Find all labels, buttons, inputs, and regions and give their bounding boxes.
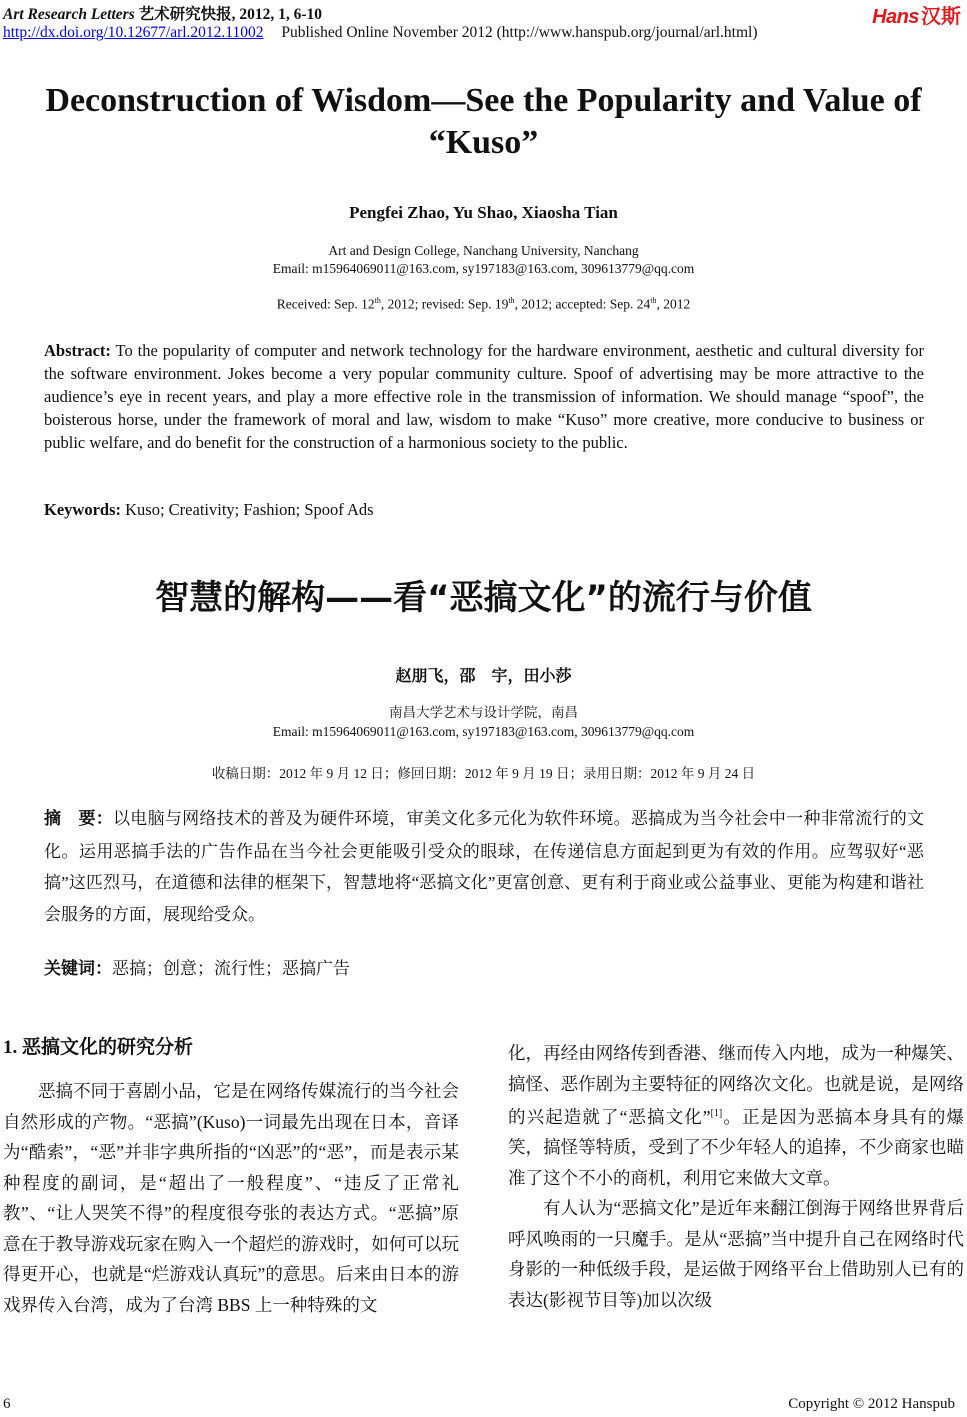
paragraph-text: 。正是因为恶搞本身具有的爆笑，搞怪等特质，受到了不少年轻人的追捧，不少商家也瞄准了这个不小的商机，利用它来做大文章。 (508, 1106, 965, 1188)
authors-en: Pengfei Zhao, Yu Shao, Xiaosha Tian (349, 203, 618, 222)
body-paragraph: 有人认为“恶搞文化”是近年来翻江倒海于网络世界背后呼风唤雨的一只魔手。是从“恶搞”当中提升自己在网络时代身影的一种低级手段，是运做于网络平台上借助别人已有的表达(影视节目等)加以次级 (508, 1198, 964, 1310)
page-number: 6 (3, 1396, 11, 1412)
keywords-label-en: Keywords: (44, 500, 121, 519)
journal-name: Art Research Letters (3, 6, 135, 23)
body-column-right (508, 1038, 964, 1315)
hans-logo (872, 0, 961, 29)
keywords-text-en: Kuso; Creativity; Fashion; Spoof Ads (125, 500, 374, 519)
received-date: Received: Sep. 12 (276, 296, 375, 312)
ordinal-sup: th (650, 296, 657, 305)
doi-link[interactable]: http://dx.doi.org/10.12677/arl.2012.11002 (3, 24, 264, 41)
affiliation-cn (0, 703, 967, 741)
paper-title-cn: 智慧的解构——看“恶搞文化”的流行与价值 (155, 578, 812, 618)
abstract-text-cn: 以电脑与网络技术的普及为硬件环境，审美文化多元化为软件环境。恶搞成为当今社会中一种非常流行的文化。运用恶搞手法的广告作品在当今社会更能吸引受众的眼球，在传递信息方面起到更为有效的作用。应驾驭好“恶搞”这匹烈马，在道德和法律的框架下，智慧地将“恶搞文化”更富创意、更有利于商业或公益事业、更能为构建和谐社会服务的方面，展现给受众。 (44, 809, 925, 924)
keywords-text-cn: 恶搞；创意；流行性；恶搞广告 (112, 959, 350, 978)
abstract-label-en: Abstract: (44, 341, 111, 360)
abstract-text-en: To the popularity of computer and network technology for the hardware environment, aesthetic and cultural diversity for the software environment. Jokes become a very popular community culture. Spoof of advertising may be more attractive to the audience’s eye in recent years, and play a more effective role in the transmission of information. We should manage “spoof”, the boisterous horse, under the framework of moral and law, wisdom to make “Kuso” more creative, more conducive to business or public welfare, and do benefit for the construction of a harmonious society to the public. (44, 341, 924, 452)
email-en: Email: m15964069011@163.com, sy197183@163.com, 309613779@qq.com (272, 261, 695, 276)
copyright: Copyright © 2012 Hanspub (788, 1396, 955, 1412)
affiliation-text-cn: 南昌大学艺术与设计学院，南昌 (389, 705, 578, 720)
paper-title-en: Deconstruction of Wisdom—See the Popularity and Value of “Kuso” (45, 82, 922, 161)
citation-ref[interactable]: [1] (710, 1108, 723, 1119)
body-column-left (3, 1076, 459, 1320)
logo-text: Hans (872, 6, 919, 28)
journal-cn-issue: 艺术研究快报, 2012, 1, 6-10 (138, 6, 323, 23)
logo-cn: 汉斯 (921, 6, 961, 28)
body-paragraph: 恶搞不同于喜剧小品，它是在网络传媒流行的当今社会自然形成的产物。“恶搞”(Kuso)一词最先出现在日本，音译为“酷索”，“恶”并非字典所指的“凶恶”的“恶”，而是表示某种程度的副词，是“超出了一般程度”、“违反了正常礼教”、“让人哭笑不得”的程度很夸张的表达方式。“恶搞”原意在于教导游戏玩家在购入一个超烂的游戏时，如何可以玩得更开心，也就是“烂游戏认真玩”的意思。后来由日本的游戏界传入台湾，成为了台湾 BBS 上一种特殊的文 (3, 1081, 459, 1315)
abstract-label-cn: 摘 要： (44, 809, 114, 829)
keywords-cn (44, 954, 924, 979)
doi-line (3, 24, 758, 42)
section-heading (3, 1032, 193, 1059)
authors-cn: 赵朋飞，邵 宇，田小莎 (395, 668, 572, 685)
body-paragraph (508, 1038, 964, 1193)
ordinal-sup: th (508, 296, 515, 305)
dates-en (0, 296, 967, 313)
dates-cn: 收稿日期：2012 年 9 月 12 日；修回日期：2012 年 9 月 19 日；录用日期：2012 年 9 月 24 日 (211, 766, 756, 781)
journal-citation (3, 2, 322, 24)
email-cn: Email: m15964069011@163.com, sy197183@163.com, 309613779@qq.com (272, 724, 695, 739)
dates-tail: , 2012 (656, 296, 691, 312)
section-number: 1. (3, 1037, 18, 1058)
accepted-date: , 2012; accepted: Sep. 24 (514, 296, 651, 312)
ordinal-sup: th (374, 296, 381, 305)
published-online: Published Online November 2012 (http://www.hanspub.org/journal/arl.html) (281, 24, 758, 41)
abstract-en (44, 339, 924, 454)
affiliation-en (0, 242, 967, 278)
section-title: 恶搞文化的研究分析 (22, 1036, 194, 1058)
keywords-label-cn: 关键词： (44, 959, 112, 979)
paragraph-text: 化，再经由网络传到香港、继而传入内地，成为一种爆笑、搞怪、恶作剧为主要特征的网络次文化。也就是说，是网络的兴起造就了“恶搞文化” (508, 1043, 964, 1127)
abstract-cn (44, 803, 924, 930)
affiliation-text-en: Art and Design College, Nanchang University, Nanchang (328, 243, 639, 258)
keywords-en (44, 500, 924, 520)
revised-date: , 2012; revised: Sep. 19 (380, 296, 509, 312)
